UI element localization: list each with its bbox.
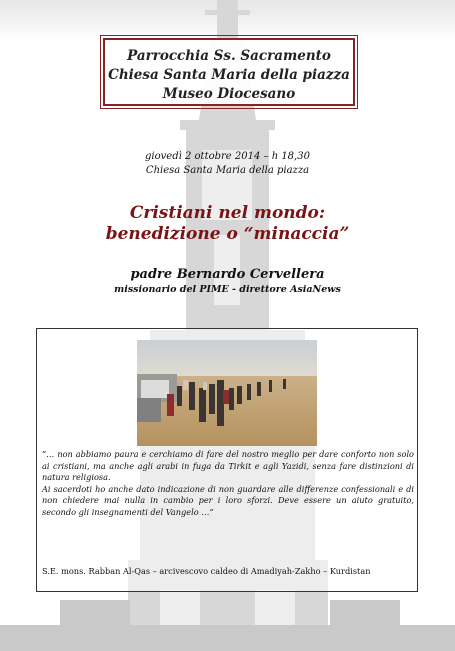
refugees-photo (137, 340, 317, 446)
event-venue: Chiesa Santa Maria della piazza (145, 165, 310, 176)
event-date-time: giovedì 2 ottobre 2014 – h 18,30 (145, 151, 310, 162)
speaker-role: missionario del PIME - direttore AsiaNews (114, 284, 341, 295)
museum-name: Museo Diocesano (162, 86, 296, 102)
event-title-line1: Cristiani nel mondo: (129, 203, 326, 223)
quote-box (36, 328, 418, 592)
quote-paragraph-2: Ai sacerdoti ho anche dato indicazione di non guardare alle differenze confessionali e di non chiedere mai nulla in cambio per i loro sforzi. Deve essere un aiuto gratuito, secondo gli insegnamenti del Vangelo …” (42, 483, 414, 517)
quote-attribution: S.E. mons. Rabban Al-Qas – arcivescovo caldeo di Amadiyah-Zakho – Kurdistan (42, 566, 371, 576)
event-info (0, 150, 455, 178)
church-name: Chiesa Santa Maria della piazza (108, 67, 350, 83)
parish-header-box (103, 38, 355, 106)
quote-text (42, 449, 414, 518)
event-title-line2: benedizione o “minaccia” (105, 224, 350, 244)
speaker-info (0, 266, 455, 296)
quote-paragraph-1: “… non abbiamo paura e cerchiamo di fare del nostro meglio per dare conforto non solo ai cristiani, ma anche agli arabi in fuga da Tirkit e agli Yazidi, senza fare distinzioni di natura religiosa. (42, 449, 414, 482)
event-title (0, 203, 455, 245)
parish-name: Parrocchia Ss. Sacramento (127, 48, 331, 64)
speaker-name: padre Bernardo Cervellera (130, 267, 325, 282)
